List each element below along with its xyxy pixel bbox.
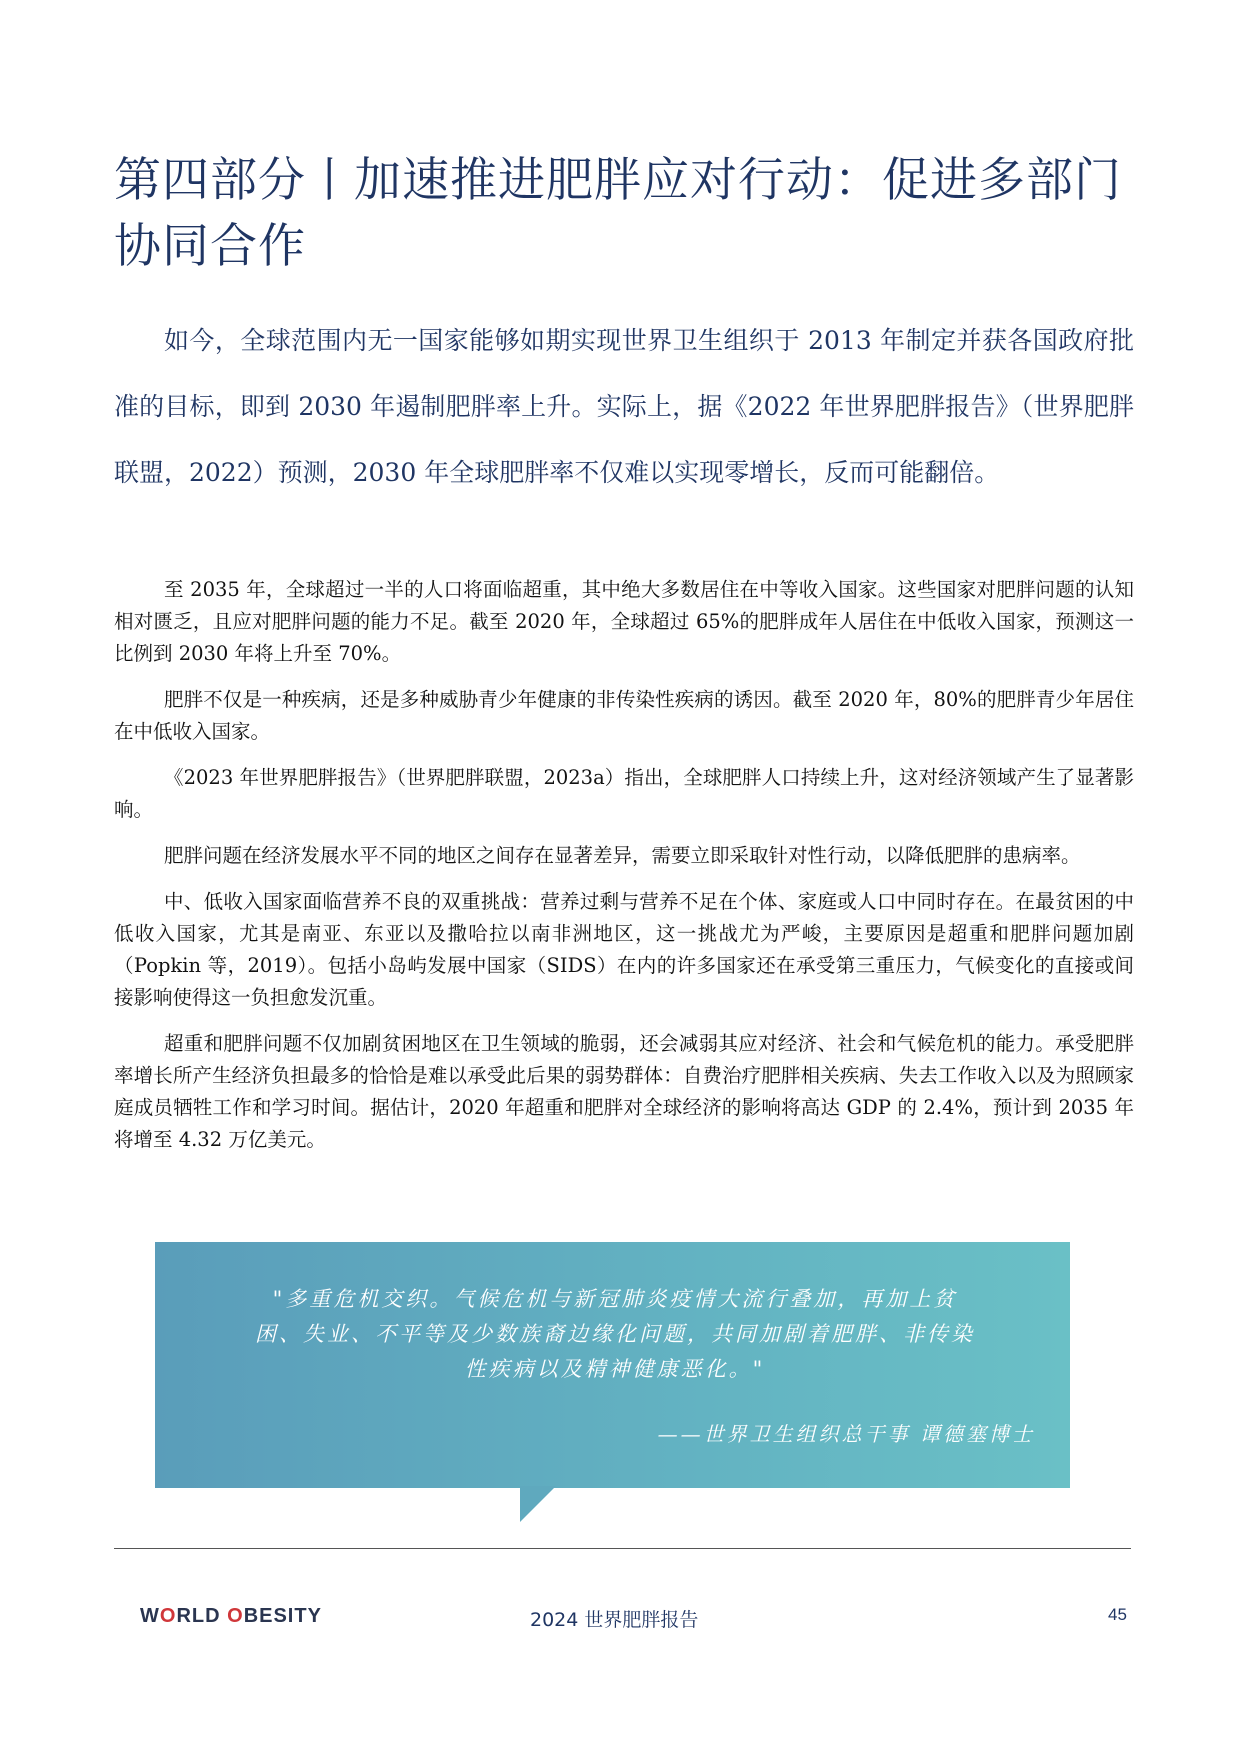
lead-paragraph: 如今，全球范围内无一国家能够如期实现世界卫生组织于 2013 年制定并获各国政府批准的目标，即到 2030 年遏制肥胖率上升。实际上，据《2022 年世界肥胖报告》（世界肥胖联盟，2022）预测，2030 年全球肥胖率不仅难以实现零增长，反而可能翻倍。: [114, 326, 1134, 487]
footer-report-title: 2024 世界肥胖报告: [530, 1609, 699, 1631]
page-title: 第四部分丨加速推进肥胖应对行动：促进多部门协同合作: [114, 153, 1122, 274]
quote-text: "多重危机交织。气候危机与新冠肺炎疫情大流行叠加，再加上贫困、失业、不平等及少数族裔边缘化问题，共同加剧着肥胖、非传染性疾病以及精神健康恶化。": [255, 1287, 975, 1381]
quote-callout-tail: [520, 1486, 556, 1522]
paragraph: 中、低收入国家面临营养不良的双重挑战：营养过剩与营养不足在个体、家庭或人口中同时存在。在最贫困的中低收入国家，尤其是南亚、东亚以及撒哈拉以南非洲地区，这一挑战尤为严峻，主要原因是超重和肥胖问题加剧（Popkin 等，2019）。包括小岛屿发展中国家（SIDS）在内的许多国家还在承受第三重压力，气候变化的直接或间接影响使得这一负担愈发沉重。: [114, 890, 1134, 1009]
paragraph: 肥胖问题在经济发展水平不同的地区之间存在显著差异，需要立即采取针对性行动，以降低肥胖的患病率。: [164, 844, 1081, 867]
paragraph: 至 2035 年，全球超过一半的人口将面临超重，其中绝大多数居住在中等收入国家。这些国家对肥胖问题的认知相对匮乏，且应对肥胖问题的能力不足。截至 2020 年，全球超过 65%的肥胖成年人居住在中低收入国家，预测这一比例到 2030 年将上升至 70%。: [114, 578, 1134, 665]
paragraph: 《2023 年世界肥胖报告》（世界肥胖联盟，2023a）指出，全球肥胖人口持续上升，这对经济领域产生了显著影响。: [114, 766, 1134, 821]
footer-divider: [114, 1548, 1131, 1549]
quote-author: ——世界卫生组织总干事 谭德塞博士: [657, 1422, 1035, 1446]
page-number: 45: [1108, 1605, 1127, 1624]
body-text: [114, 574, 1134, 1170]
paragraph: 超重和肥胖问题不仅加剧贫困地区在卫生领域的脆弱，还会减弱其应对经济、社会和气候危机的能力。承受肥胖率增长所产生经济负担最多的恰恰是难以承受此后果的弱势群体：自费治疗肥胖相关疾病、失去工作收入以及为照顾家庭成员牺牲工作和学习时间。据估计，2020 年超重和肥胖对全球经济的影响将高达 GDP 的 2.4%，预计到 2035 年将增至 4.32 万亿美元。: [114, 1032, 1134, 1151]
world-obesity-logo: WORLD OBESITY: [140, 1605, 322, 1627]
paragraph: 肥胖不仅是一种疾病，还是多种威胁青少年健康的非传染性疾病的诱因。截至 2020 年，80%的肥胖青少年居住在中低收入国家。: [114, 688, 1134, 743]
